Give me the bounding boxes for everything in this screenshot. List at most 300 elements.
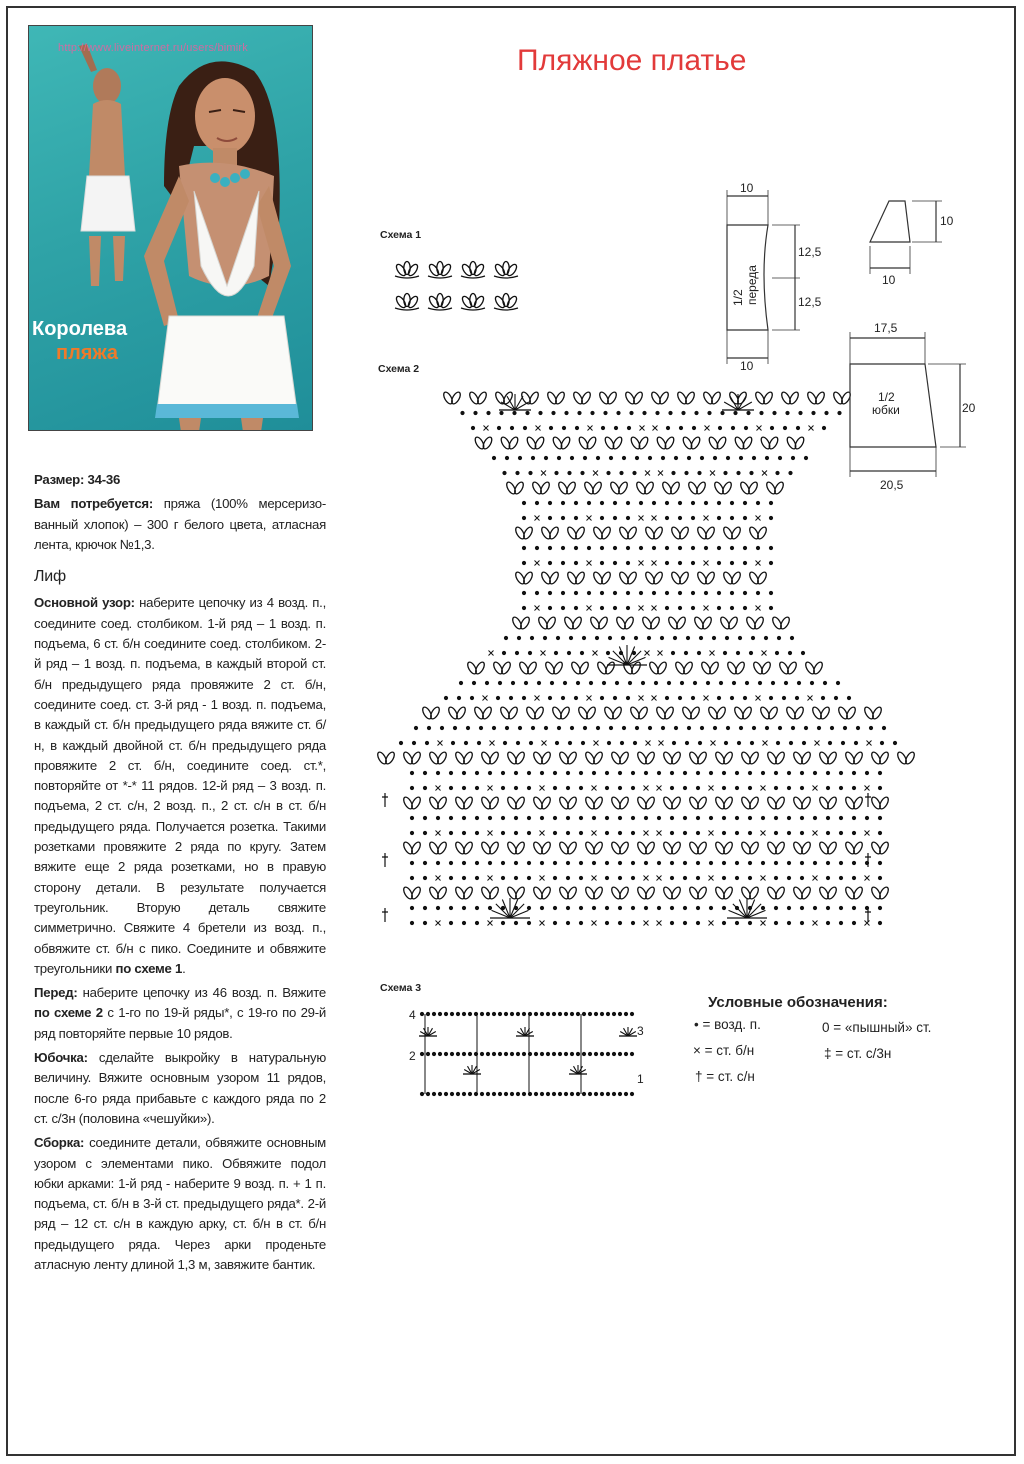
chain-dot	[602, 681, 606, 685]
border-chain-dot	[606, 1012, 610, 1016]
chain-dot	[561, 591, 565, 595]
border-fan	[619, 1027, 637, 1036]
triangle-dim-height: 10	[940, 214, 954, 228]
chain-dot	[460, 411, 464, 415]
chain-dot	[749, 651, 753, 655]
border-chain-dot	[438, 1092, 442, 1096]
puff-stitch-symbol	[704, 571, 716, 585]
puff-stitch-symbol	[722, 841, 734, 855]
chain-dot	[707, 411, 711, 415]
chain-dot	[839, 876, 843, 880]
puff-stitch-symbol	[852, 796, 864, 810]
chain-dot	[691, 546, 695, 550]
chain-dot	[717, 561, 721, 565]
scheme3-row-1: 1	[637, 1072, 644, 1086]
chain-dot	[738, 636, 742, 640]
legend-chain-text: = возд. п.	[702, 1017, 761, 1032]
chain-dot	[410, 771, 414, 775]
sc-cross	[756, 516, 761, 521]
chain-dot	[514, 771, 518, 775]
puff-stitch-symbol	[488, 886, 500, 900]
border-chain-dot	[570, 1092, 574, 1096]
puff-stitch-symbol	[727, 616, 739, 630]
chain-dot	[672, 741, 676, 745]
border-chain-dot	[570, 1052, 574, 1056]
chain-dot	[527, 771, 531, 775]
sc-cross	[540, 786, 545, 791]
legend-dc-text: = ст. с/н	[706, 1069, 755, 1084]
cover-title-line2: пляжа	[56, 342, 119, 364]
border-chain-dot	[468, 1012, 472, 1016]
chain-dot	[514, 816, 518, 820]
chain-dot	[826, 906, 830, 910]
chain-dot	[813, 771, 817, 775]
chain-dot	[622, 726, 626, 730]
sc-cross	[813, 786, 818, 791]
basic-pattern-label: Основной узор:	[34, 595, 135, 611]
chain-dot	[683, 816, 687, 820]
chain-dot	[752, 726, 756, 730]
chain-dot	[665, 591, 669, 595]
puff-stitch-symbol	[600, 526, 612, 540]
puff-stitch-symbol	[871, 706, 883, 720]
chain-dot	[410, 861, 414, 865]
border-chain-dot	[426, 1012, 430, 1016]
border-chain-dot	[420, 1012, 424, 1016]
chain-dot	[821, 696, 825, 700]
chain-dot	[423, 876, 427, 880]
puff-stitch-symbol	[461, 295, 474, 309]
sc-cross	[540, 876, 545, 881]
chain-dot	[730, 696, 734, 700]
chain-dot	[574, 516, 578, 520]
chain-dot	[561, 696, 565, 700]
puff-stitch-symbol	[826, 841, 838, 855]
chain-dot	[774, 786, 778, 790]
chain-dot	[449, 921, 453, 925]
puff-stitch-symbol	[503, 294, 509, 307]
chain-dot	[639, 591, 643, 595]
chain-dot	[778, 726, 782, 730]
chain-dot	[713, 456, 717, 460]
chain-dot	[693, 681, 697, 685]
chain-dot	[635, 726, 639, 730]
puff-stitch-symbol	[450, 391, 462, 405]
chain-dot	[823, 681, 827, 685]
chain-dot	[554, 651, 558, 655]
puff-stitch-symbol	[618, 886, 630, 900]
sc-cross	[761, 876, 766, 881]
puff-stitch-symbol	[747, 481, 759, 495]
chain-dot	[527, 921, 531, 925]
chain-dot	[471, 426, 475, 430]
border-chain-dot	[552, 1012, 556, 1016]
chain-dot	[759, 411, 763, 415]
puff-stitch-symbol	[455, 706, 467, 720]
puff-stitch-symbol	[494, 295, 507, 309]
chain-dot	[462, 786, 466, 790]
sc-cross	[865, 786, 870, 791]
sc-cross	[657, 876, 662, 881]
puff-stitch-symbol	[395, 295, 408, 309]
sc-cross	[815, 741, 820, 746]
chain-dot	[674, 456, 678, 460]
skirt-dim-bottom: 20,5	[880, 478, 904, 492]
chain-dot	[880, 741, 884, 745]
sc-cross	[865, 921, 870, 926]
puff-stitch-symbol	[670, 886, 682, 900]
puff-stitch-symbol	[571, 616, 583, 630]
chain-dot	[775, 651, 779, 655]
border-chain-dot	[438, 1052, 442, 1056]
chain-dot	[804, 726, 808, 730]
chain-dot	[869, 726, 873, 730]
chain-dot	[687, 726, 691, 730]
legend-puff-symbol: 0	[822, 1020, 830, 1035]
chain-dot	[787, 906, 791, 910]
chain-dot	[700, 456, 704, 460]
chain-dot	[503, 741, 507, 745]
scheme3-row-2: 2	[409, 1049, 416, 1063]
assembly-label: Сборка:	[34, 1135, 85, 1151]
chain-dot	[462, 816, 466, 820]
border-chain-dot	[504, 1052, 508, 1056]
sc-cross	[644, 786, 649, 791]
puff-stitch-symbol	[591, 481, 603, 495]
legend-tr-symbol: ‡	[824, 1046, 832, 1061]
chain-dot	[787, 816, 791, 820]
puff-stitch-symbol	[748, 751, 760, 765]
border-chain-dot	[444, 1052, 448, 1056]
puff-stitch-symbol	[552, 661, 564, 675]
puff-stitch-symbol	[748, 886, 760, 900]
chain-dot	[543, 636, 547, 640]
chain-dot	[694, 411, 698, 415]
chain-dot	[735, 876, 739, 880]
chain-dot	[761, 861, 765, 865]
chain-dot	[631, 831, 635, 835]
chain-dot	[485, 681, 489, 685]
chain-dot	[765, 456, 769, 460]
chain-dot	[717, 606, 721, 610]
sc-cross	[865, 831, 870, 836]
chain-dot	[436, 906, 440, 910]
border-chain-dot	[498, 1092, 502, 1096]
chain-dot	[488, 861, 492, 865]
puff-stitch-symbol	[767, 436, 779, 450]
chain-dot	[501, 876, 505, 880]
chain-dot	[540, 906, 544, 910]
chain-dot	[540, 816, 544, 820]
scheme2-chart	[376, 391, 916, 926]
chain-dot	[399, 741, 403, 745]
chain-dot	[631, 921, 635, 925]
sc-cross	[757, 426, 762, 431]
border-chain-dot	[534, 1052, 538, 1056]
border-chain-dot	[432, 1092, 436, 1096]
chain-dot	[878, 831, 882, 835]
chain-dot	[670, 786, 674, 790]
chain-dot	[750, 741, 754, 745]
chain-dot	[449, 771, 453, 775]
sc-cross	[436, 831, 441, 836]
chain-dot	[654, 681, 658, 685]
chain-dot	[802, 741, 806, 745]
chain-dot	[564, 411, 568, 415]
border-chain-dot	[492, 1092, 496, 1096]
chain-dot	[751, 636, 755, 640]
chain-dot	[579, 771, 583, 775]
chain-dot	[744, 426, 748, 430]
chain-dot	[657, 861, 661, 865]
chain-dot	[553, 861, 557, 865]
chain-dot	[502, 471, 506, 475]
chain-dot	[548, 501, 552, 505]
puff-stitch-symbol	[580, 391, 592, 405]
chain-dot	[556, 636, 560, 640]
chain-dot	[798, 411, 802, 415]
chain-dot	[670, 831, 674, 835]
sc-cross	[484, 426, 489, 431]
front-pattern	[727, 190, 800, 364]
chain-dot	[847, 696, 851, 700]
chain-dot	[841, 741, 845, 745]
border-chain-dot	[630, 1012, 634, 1016]
chain-dot	[475, 861, 479, 865]
chain-dot	[736, 471, 740, 475]
border-chain-dot	[486, 1092, 490, 1096]
chain-dot	[878, 786, 882, 790]
sc-cross	[813, 876, 818, 881]
chain-dot	[410, 786, 414, 790]
chain-dot	[813, 816, 817, 820]
border-chain-dot	[462, 1012, 466, 1016]
chain-dot	[826, 831, 830, 835]
sc-cross	[587, 516, 592, 521]
puff-stitch-symbol	[652, 571, 664, 585]
border-chain-dot	[522, 1012, 526, 1016]
puff-stitch-symbol	[826, 751, 838, 765]
border-chain-dot	[456, 1092, 460, 1096]
chain-dot	[720, 411, 724, 415]
chain-dot	[722, 906, 726, 910]
chain-dot	[893, 741, 897, 745]
sc-cross	[652, 561, 657, 566]
motif-base	[494, 276, 518, 278]
chain-dot	[697, 471, 701, 475]
puff-stitch-symbol	[710, 391, 722, 405]
chain-dot	[778, 456, 782, 460]
chain-dot	[570, 726, 574, 730]
chain-dot	[696, 816, 700, 820]
border-chain-dot	[468, 1092, 472, 1096]
border-chain-dot	[576, 1052, 580, 1056]
puff-stitch-symbol	[652, 526, 664, 540]
front-label-fraction: 1/2	[731, 289, 745, 306]
chain-dot	[501, 831, 505, 835]
scheme2-ref: по схеме 2	[34, 1005, 103, 1021]
chain-dot	[667, 681, 671, 685]
puff-stitch-symbol	[670, 796, 682, 810]
chain-dot	[644, 906, 648, 910]
chain-dot	[475, 816, 479, 820]
chain-dot	[696, 861, 700, 865]
border-chain-dot	[504, 1012, 508, 1016]
sc-cross	[761, 921, 766, 926]
chain-dot	[826, 786, 830, 790]
dc-symbol	[865, 908, 871, 922]
border-chain-dot	[510, 1012, 514, 1016]
puff-stitch-symbol	[462, 841, 474, 855]
sc-cross	[652, 606, 657, 611]
chain-dot	[596, 456, 600, 460]
legend-title: Условные обозначения:	[708, 994, 888, 1011]
chain-dot	[698, 741, 702, 745]
chain-dot	[590, 411, 594, 415]
chain-dot	[501, 786, 505, 790]
cover-title-line1: Королева	[32, 318, 128, 340]
top-fan-right	[722, 394, 754, 410]
chain-dot	[410, 816, 414, 820]
chain-dot	[414, 726, 418, 730]
chain-dot	[865, 771, 869, 775]
sc-cross	[756, 696, 761, 701]
chain-dot	[722, 861, 726, 865]
chain-dot	[579, 816, 583, 820]
puff-stitch-symbol	[753, 616, 765, 630]
chain-dot	[735, 831, 739, 835]
sc-cross	[657, 786, 662, 791]
puff-stitch-symbol	[437, 262, 443, 275]
border-chain-dot	[546, 1012, 550, 1016]
chain-dot	[657, 771, 661, 775]
size-value: 34-36	[84, 472, 121, 487]
puff-stitch-symbol	[507, 706, 519, 720]
chain-dot	[733, 411, 737, 415]
puff-stitch-symbol	[644, 886, 656, 900]
chain-dot	[726, 456, 730, 460]
chain-dot	[696, 906, 700, 910]
chain-dot	[791, 726, 795, 730]
chain-dot	[704, 501, 708, 505]
chain-dot	[730, 501, 734, 505]
chain-dot	[518, 726, 522, 730]
border-chain-dot	[594, 1012, 598, 1016]
chain-dot	[777, 636, 781, 640]
chain-dot	[496, 696, 500, 700]
chain-dot	[743, 546, 747, 550]
chain-dot	[522, 696, 526, 700]
chain-dot	[619, 471, 623, 475]
chain-dot	[800, 861, 804, 865]
chain-dot	[626, 501, 630, 505]
chain-dot	[665, 501, 669, 505]
puff-stitch-symbol	[470, 294, 476, 307]
border-fan	[419, 1027, 437, 1036]
sc-cross	[761, 831, 766, 836]
puff-stitch-symbol	[904, 751, 916, 765]
chain-dot	[731, 426, 735, 430]
sc-cross	[705, 426, 710, 431]
chain-dot	[511, 681, 515, 685]
chain-dot	[813, 906, 817, 910]
puff-stitch-symbol	[473, 263, 486, 277]
chain-dot	[830, 726, 834, 730]
sc-cross	[763, 741, 768, 746]
border-chain-dot	[582, 1092, 586, 1096]
sc-cross	[535, 696, 540, 701]
border-chain-dot	[546, 1052, 550, 1056]
chain-dot	[553, 786, 557, 790]
sc-cross	[645, 471, 650, 476]
chain-dot	[769, 516, 773, 520]
chain-dot	[613, 501, 617, 505]
puff-stitch-symbol	[533, 436, 545, 450]
border-chain-dot	[630, 1052, 634, 1056]
chain-dot	[606, 471, 610, 475]
dc-symbol	[382, 853, 388, 867]
sc-cross	[594, 741, 599, 746]
chain-dot	[683, 876, 687, 880]
sc-cross	[587, 606, 592, 611]
chain-dot	[589, 681, 593, 685]
puff-stitch-symbol	[522, 571, 534, 585]
chain-dot	[817, 726, 821, 730]
chain-dot	[856, 726, 860, 730]
sc-cross	[593, 471, 598, 476]
chain-dot	[826, 861, 830, 865]
puff-stitch-symbol	[566, 886, 578, 900]
chain-dot	[764, 636, 768, 640]
puff-stitch-symbol	[559, 436, 571, 450]
chain-dot	[678, 561, 682, 565]
puff-stitch-symbol	[670, 841, 682, 855]
chain-dot	[436, 861, 440, 865]
chain-dot	[574, 591, 578, 595]
sc-cross	[587, 696, 592, 701]
chain-dot	[743, 606, 747, 610]
chain-dot	[801, 651, 805, 655]
chain-dot	[440, 726, 444, 730]
sc-cross	[592, 786, 597, 791]
chain-dot	[423, 906, 427, 910]
chain-dot	[730, 606, 734, 610]
chain-dot	[566, 906, 570, 910]
chain-dot	[449, 876, 453, 880]
puff-stitch-symbol	[767, 706, 779, 720]
chain-dot	[882, 726, 886, 730]
chain-dot	[696, 771, 700, 775]
puff-stitch-symbol	[715, 706, 727, 720]
sc-cross	[709, 786, 714, 791]
chain-dot	[509, 696, 513, 700]
puff-stitch-symbol	[618, 751, 630, 765]
chain-dot	[566, 921, 570, 925]
bottom-fan-left	[490, 898, 530, 918]
puff-stitch-symbol	[721, 481, 733, 495]
chain-dot	[580, 651, 584, 655]
puff-stitch-symbol	[436, 751, 448, 765]
puff-stitch-symbol	[793, 436, 805, 450]
puff-stitch-symbol	[663, 436, 675, 450]
legend-chain-symbol: •	[694, 1017, 699, 1032]
chain-dot	[826, 771, 830, 775]
chain-dot	[743, 696, 747, 700]
chain-dot	[665, 561, 669, 565]
chain-dot	[587, 546, 591, 550]
chain-dot	[678, 606, 682, 610]
border-chain-dot	[624, 1052, 628, 1056]
